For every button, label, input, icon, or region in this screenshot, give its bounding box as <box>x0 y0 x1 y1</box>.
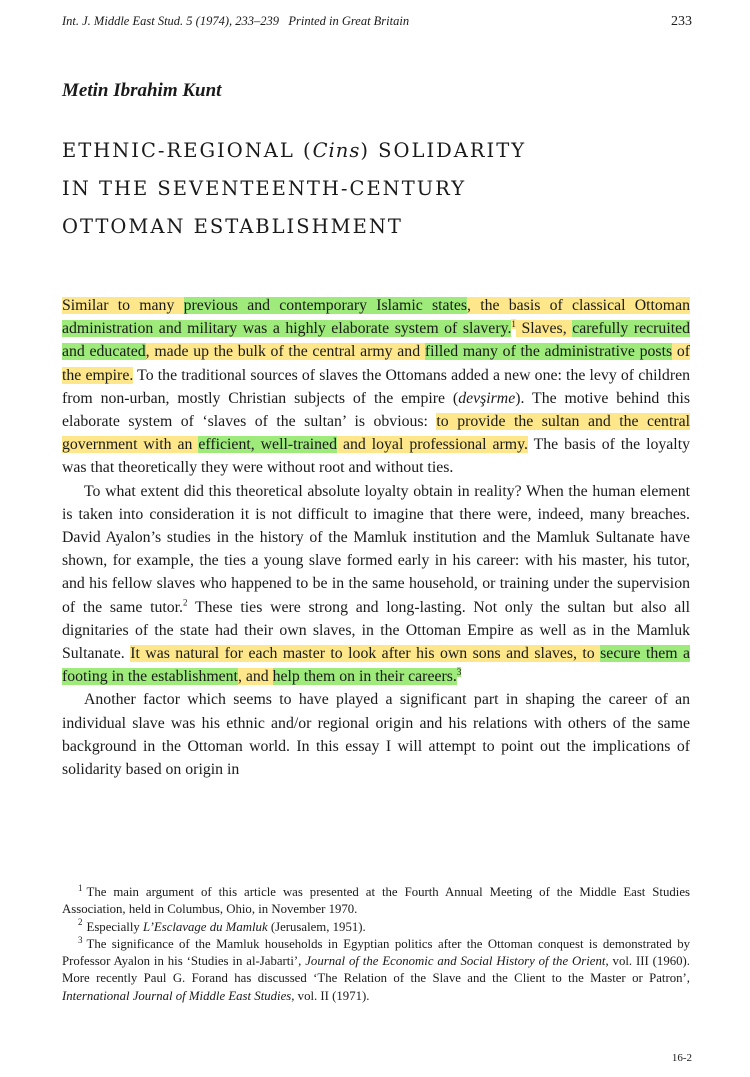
footnote-3: $^3$ The significance of the Mamluk households in Egyptian politics after the Ottoman conquest is demonstrated by Professor Ayalon in his ‘Studies in al-Jabarti’, Journal of the Economic and Social History of the Orient, vol. III (1960). More recently Paul G. Forand has discussed ‘The Relation of the Slave and the Client to the Master or Patron’, International Journal of Middle East Studies, vol. II (1971). <box>62 934 690 1003</box>
paragraph-2: To what extent did this theoretical absolute loyalty obtain in reality? When the human element is taken into consideration it is not difficult to imagine that there were, indeed, many breaches. David Ayalon’s studies in the history of the Mamluk institution and the Mamluk Sultanate have shown, for example, the ties a young slave formed early in his career: with his master, his tutor, and his fellow slaves who happened to be in the same household, or training under the supervision of the same tutor.$^2$ These ties were strong and long-lasting. Not only the sultan but also all dignitaries of the state had their own slaves, in the Ottoman Empire as well as in the Mamluk Sultanate. It was natural for each master to look after his own sons and slaves, to secure them a footing in the establishment, and help them on in their careers.$^3$ <box>62 482 690 686</box>
footnote-ref-1[interactable]: 1 <box>511 318 516 329</box>
footnote-2: $^2$ Especially L’Esclavage du Mamluk (Jerusalem, 1951). <box>78 917 366 934</box>
title-line-1: ETHNIC-REGIONAL (Cins) SOLIDARITY <box>62 139 527 162</box>
footnote-ref-3[interactable]: 3 <box>456 666 462 677</box>
title-line-3: OTTOMAN ESTABLISHMENT <box>62 215 403 238</box>
paragraph-1: Similar to many previous and contemporary Islamic states, the basis of classical Ottoman administration and military was a highly elaborate system of slavery.$^1$ Slaves, carefully recruited and educated, made up the bulk of the central army and filled many of the administrative posts of the empire. To the traditional sources of slaves the Ottomans added a new one: the levy of children from non-urban, mostly Christian subjects of the empire (devşirme). The motive behind this elaborate system of ‘slaves of the sultan’ is obvious: to provide the sultan and the central government with an efficient, well-trained and loyal professional army. The basis of the loyalty was that theoretically they were without root and without ties. <box>62 297 691 477</box>
journal-citation: Int. J. Middle East Stud. 5 (1974), 233–239 Printed in Great Britain <box>62 14 410 28</box>
paragraph-3: Another factor which seems to have played a significant part in shaping the career of an individual slave was his ethnic and/or regional origin and his relations with others of the same background in the Ottoman world. In this essay I will attempt to point out the implications of solidarity based on origin in <box>62 691 690 779</box>
footnote-ref-2[interactable]: 2 <box>183 597 188 608</box>
signature-mark: 16-2 <box>671 1052 692 1064</box>
footnotes <box>62 884 690 1005</box>
author-name: Metin Ibrahim Kunt <box>62 80 222 101</box>
article-title <box>62 132 702 246</box>
running-head <box>62 14 692 30</box>
title-line-2: IN THE SEVENTEENTH-CENTURY <box>62 177 467 200</box>
article-body <box>62 294 690 781</box>
page-number: 233 <box>671 14 692 29</box>
footnote-1: $^1$ The main argument of this article was presented at the Fourth Annual Meeting of the Middle East Studies Association, held in Columbus, Ohio, in November 1970. <box>62 882 690 917</box>
